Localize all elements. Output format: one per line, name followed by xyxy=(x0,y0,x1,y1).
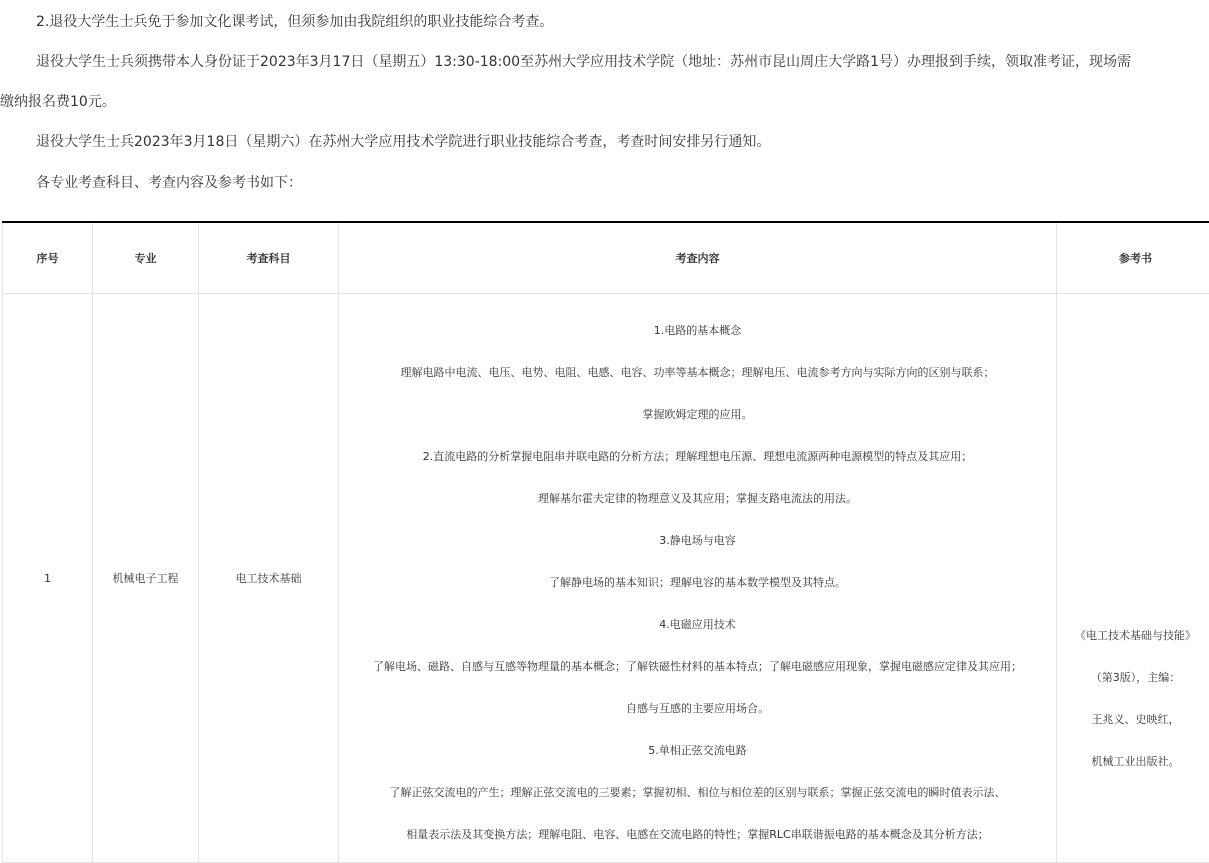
content-line: 掌握欧姆定理的应用。 xyxy=(339,400,1056,442)
content-line: 5.单相正弦交流电路 xyxy=(339,736,1056,778)
header-subject: 考查科目 xyxy=(199,222,339,294)
reference-line: （第3版），主编： xyxy=(1057,668,1209,710)
content-line: 理解基尔霍夫定律的物理意义及其应用；掌握支路电流法的用法。 xyxy=(339,484,1056,526)
content-line: 自感与互感的主要应用场合。 xyxy=(339,694,1056,736)
cell-subject xyxy=(199,294,339,863)
content-line: 1.电路的基本概念 xyxy=(339,316,1056,358)
content-line: 相量表示法及其变换方法；理解电阻、电容、电感在交流电路的特性；掌握RLC串联谐振电路的基本概念及其分析方法； xyxy=(339,820,1056,862)
paragraph-registration: 退役大学生士兵须携带本人身份证于2023年3月17日（星期五）13:30-18:00至苏州大学应用技术学院（地址：苏州市昆山周庄大学路1号）办理报到手续，领取准考证，现场需 xyxy=(0,52,1209,72)
index-value: 1 xyxy=(44,572,51,585)
cell-reference xyxy=(1057,294,1209,863)
cell-index xyxy=(3,294,93,863)
content-line: 了解正弦交流电的产生；理解正弦交流电的三要素；掌握初相、相位与相位差的区别与联系；掌握正弦交流电的瞬时值表示法、 xyxy=(339,778,1056,820)
header-content: 考查内容 xyxy=(339,222,1057,294)
content-line: 4.电磁应用技术 xyxy=(339,610,1056,652)
reference-line: 王兆义、史映红， xyxy=(1057,710,1209,752)
paragraph-table-intro: 各专业考查科目、考查内容及参考书如下： xyxy=(0,173,1209,193)
paragraph-registration-fee: 缴纳报名费10元。 xyxy=(0,92,1209,112)
exam-subjects-table xyxy=(2,221,1209,863)
cell-major xyxy=(93,294,199,863)
header-index: 序号 xyxy=(3,222,93,294)
content-line: 了解电场、磁路、自感与互感等物理量的基本概念；了解铁磁性材料的基本特点；了解电磁感应用现象，掌握电磁感应定律及其应用； xyxy=(339,652,1056,694)
cell-content xyxy=(339,294,1057,863)
table-header-row xyxy=(3,222,1209,294)
paragraph-exam-date: 退役大学生士兵2023年3月18日（星期六）在苏州大学应用技术学院进行职业技能综合考查，考查时间安排另行通知。 xyxy=(0,132,1209,152)
content-line: 2.直流电路的分析掌握电阻串并联电路的分析方法；理解理想电压源、理想电流源两种电源模型的特点及其应用； xyxy=(339,442,1056,484)
header-reference: 参考书 xyxy=(1057,222,1209,294)
major-value: 机械电子工程 xyxy=(113,572,179,585)
paragraph-exemption: 2.退役大学生士兵免于参加文化课考试，但须参加由我院组织的职业技能综合考查。 xyxy=(0,12,1209,32)
content-line: 理解电路中电流、电压、电势、电阻、电感、电容、功率等基本概念；理解电压、电流参考方向与实际方向的区别与联系； xyxy=(339,358,1056,400)
reference-list xyxy=(1057,604,1209,794)
reference-line: 机械工业出版社。 xyxy=(1057,752,1209,794)
content-line: 3.静电场与电容 xyxy=(339,526,1056,568)
subject-value: 电工技术基础 xyxy=(236,572,302,585)
header-major: 专业 xyxy=(93,222,199,294)
reference-line: 《电工技术基础与技能》 xyxy=(1057,626,1209,668)
table-row xyxy=(3,294,1209,863)
content-list xyxy=(339,294,1056,862)
content-line: 了解静电场的基本知识；理解电容的基本数学模型及其特点。 xyxy=(339,568,1056,610)
